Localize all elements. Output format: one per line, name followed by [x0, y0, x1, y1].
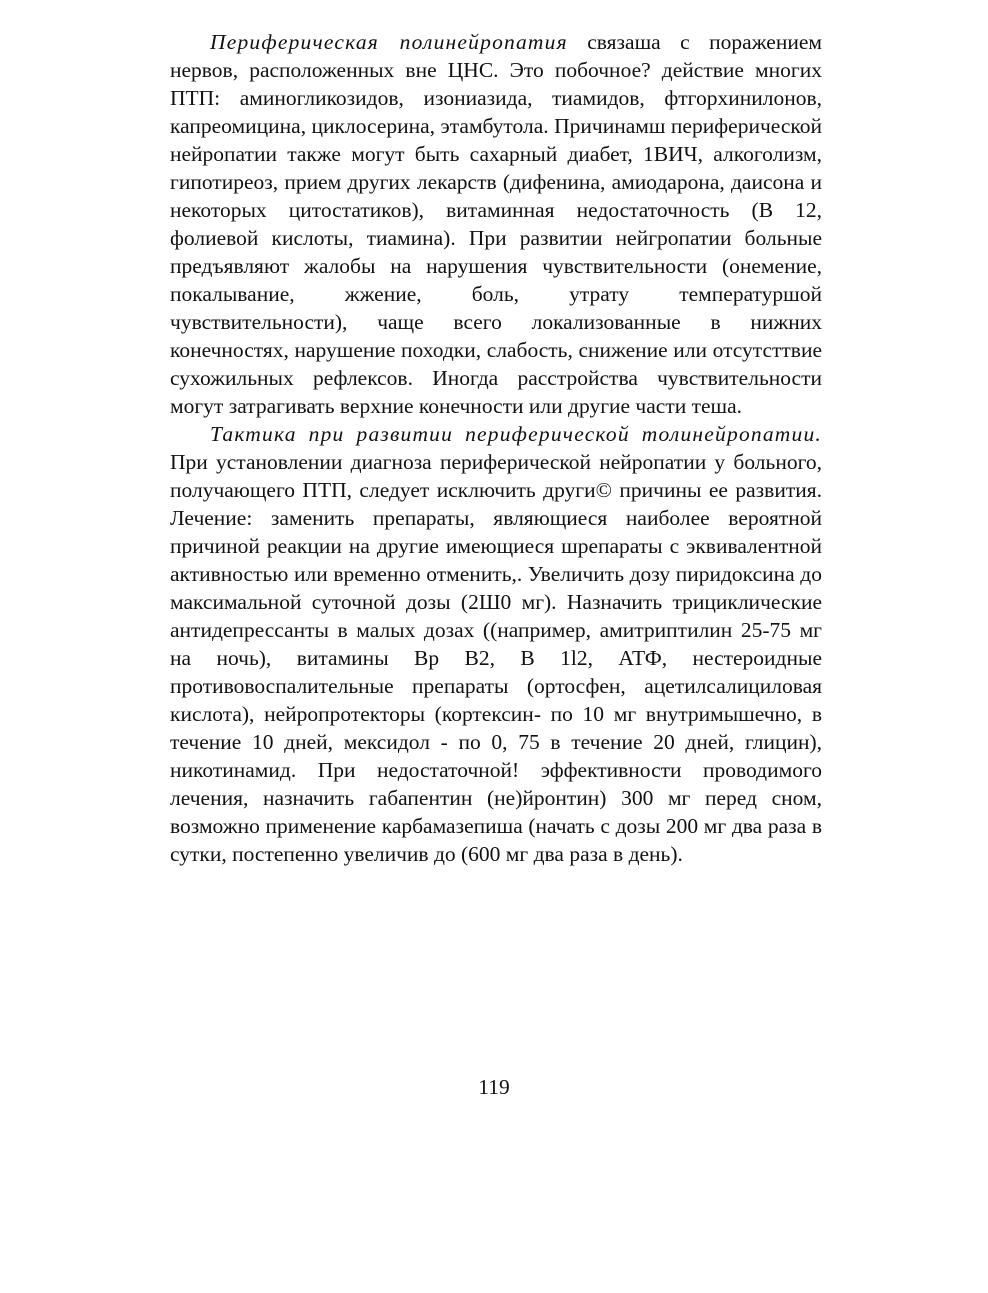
paragraph-body: При установлении диагноза периферической нейропатии у больного, получающего ПТП, следует исключить други© причины ее развития. Лечение: заменить препараты, являющиеся наиболее вероятной причиной реакции на другие имеющиеся шрепараты с эквивалентной активностью или временно отменить,. Увеличить дозу пиридоксина до максимальной суточной дозы (2Ш0 мг). Назначить трициклические антидепрессанты в малых дозах ((например, амитриптилин 25-75 мг на ночь), витамины Вр В2, В 1l2, АТФ, нестероидные противовоспалительные препараты (ортосфен, ацетилсалициловая кислота), нейропротекторы (кортексин- по 10 мг внутримышечно, в течение 10 дней, мексидол - по 0, 75 в течение 20 дней, глицин), никотинамид. При недостаточной! эффективности проводимого лечения, назначить габапентин (не)йронтин) 300 мг перед сном, возможно применение карбамазепиша (начать с дозы 200 мг два раза в сутки, постепенно увеличив до (600 мг два раза в день).: [170, 450, 822, 866]
paragraph-peripheral-polyneuropathy: [170, 28, 822, 420]
paragraph-lead-italic: Тактика при развитии периферической толинейропатии.: [210, 422, 822, 446]
page-number: 119: [478, 1075, 510, 1099]
paragraph-treatment-tactics: [170, 420, 822, 868]
paragraph-body: связаша с поражением нервов, расположенных вне ЦНС. Это побочное? действие многих ПТП: аминогликозидов, изониазида, тиамидов, фтгорхинилонов, капреомицина, циклосерина, этамбутола. Причинамш периферической нейропатии также могут быть сахарный диабет, 1ВИЧ, алкоголизм, гипотиреоз, прием других лекарств (дифенина, амиодарона, даисона и некоторых цитостатиков), витаминная недостаточность (В 12, фолиевой кислоты, тиамина). При развитии нейгропатии больные предъявляют жалобы на нарушения чувствительности (онемение, покалывание, жжение, боль, утрату температуршой чувствительности), чаще всего локализованные в нижних конечностях, нарушение походки, слабость, снижение или отсутсттвие сухожильных рефлексов. Иногда расстройства чувствительности могут затрагивать верхние конечности или другие части теша.: [170, 30, 822, 418]
body-text: [170, 28, 822, 868]
paragraph-lead-italic: Периферическая полинейропатия: [210, 30, 568, 54]
